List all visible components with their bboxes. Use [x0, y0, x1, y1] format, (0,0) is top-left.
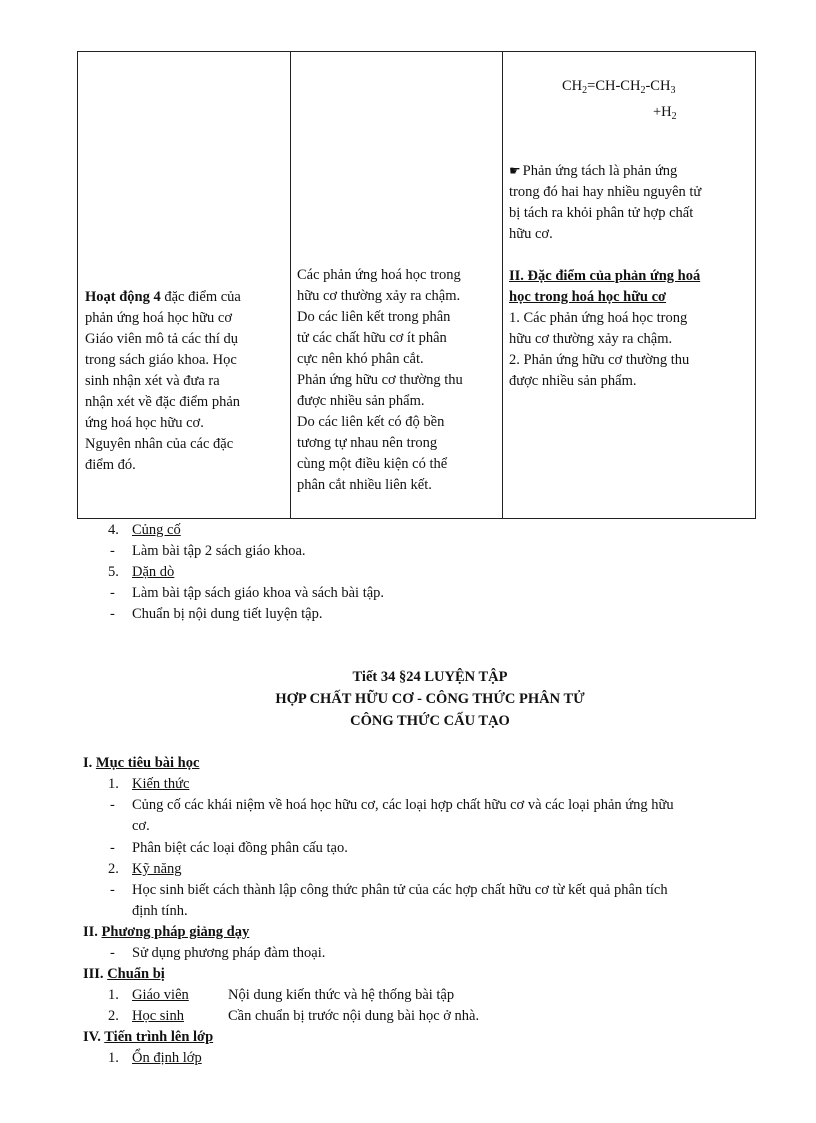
section-iv-heading: IV. Tiến trình lên lớp [83, 1029, 214, 1045]
lesson-title-line3: CÔNG THỨC CẤU TẠO [350, 713, 510, 729]
reaction-product: $+H_2$ [653, 104, 677, 122]
section-iii-heading: III. Chuẩn bị [83, 966, 165, 982]
bullet-dash: - [110, 945, 115, 961]
column-divider [502, 52, 503, 518]
homework-task: Chuẩn bị nội dung tiết luyện tập. [132, 606, 323, 622]
knowledge-label: Kiến thức [132, 776, 190, 792]
method-bullet: Sử dụng phương pháp đàm thoại. [132, 945, 326, 961]
knowledge-bullet: Củng cố các khái niệm về hoá học hữu cơ, các loại hợp chất hữu cơ và các loại phản ứng hữu [132, 797, 674, 813]
lesson-title-line1: Tiết 34 §24 LUYỆN TẬP [352, 669, 508, 685]
bullet-dash: - [110, 543, 115, 559]
teacher-label: Giáo viên [132, 987, 189, 1003]
bullet-dash: - [110, 882, 115, 898]
homework-task: Làm bài tập sách giáo khoa và sách bài tập. [132, 585, 385, 601]
teacher-preparation: Nội dung kiến thức và hệ thống bài tập [228, 987, 455, 1003]
item-number: 5. [108, 564, 119, 580]
skills-bullet: Học sinh biết cách thành lập công thức phân tử của các hợp chất hữu cơ từ kết quả phân tích [132, 882, 668, 898]
item-number: 1. [108, 987, 119, 1003]
bullet-dash: - [110, 606, 115, 622]
item-number: 2. [108, 861, 119, 877]
student-label: Học sinh [132, 1008, 184, 1024]
section-i-heading: I. Mục tiêu bài học [83, 755, 200, 771]
knowledge-bullet-cont: cơ. [132, 818, 150, 834]
section-ii-method-heading: II. Phương pháp giảng dạy [83, 924, 250, 940]
student-preparation: Cần chuẩn bị trước nội dung bài học ở nhà. [228, 1008, 480, 1024]
consolidation-task: Làm bài tập 2 sách giáo khoa. [132, 543, 306, 559]
characteristics-list: 1. Các phản ứng hoá học trong hữu cơ thường xảy ra chậm. 2. Phản ứng hữu cơ thường thu được nhiều sản phẩm. [509, 310, 690, 389]
bullet-dash: - [110, 840, 115, 856]
homework-label: Dặn dò [132, 564, 175, 580]
column-divider [290, 52, 291, 518]
item-number: 4. [108, 522, 119, 538]
knowledge-bullet: Phân biệt các loại đồng phân cấu tạo. [132, 840, 348, 856]
reaction-formula: $CH_2=CH-CH_2-CH_3$ [562, 78, 676, 96]
item-number: 1. [108, 776, 119, 792]
lesson-title-line2: HỢP CHẤT HỮU CƠ - CÔNG THỨC PHÂN TỬ [275, 691, 585, 707]
skills-bullet-cont: định tính. [132, 903, 188, 919]
item-number: 1. [108, 1050, 119, 1066]
class-stabilization-label: Ổn định lớp [132, 1050, 202, 1066]
bullet-dash: - [110, 585, 115, 601]
elimination-note: ☛ Phản ứng tách là phản ứng trong đó hai hay nhiều nguyên tử bị tách ra khỏi phân tử hợp chất hữu cơ. [509, 160, 749, 245]
activity-table [77, 51, 756, 519]
consolidation-label: Củng cố [132, 522, 181, 538]
pointing-hand-icon: ☛ [509, 163, 521, 178]
activity-4-description: Hoạt động 4 đặc điểm của phản ứng hoá học hữu cơ Giáo viên mô tả các thí dụ trong sách giáo khoa. Học sinh nhận xét và đưa ra nhận xét về đặc điểm phản ứng hoá học hữu cơ. Nguyên nhân của các đặc điểm đó. [85, 289, 241, 473]
bullet-dash: - [110, 797, 115, 813]
section-ii-heading: II. Đặc điểm của phản ứng hoá học trong hoá học hữu cơ [509, 268, 701, 305]
student-response: Các phản ứng hoá học trong hữu cơ thường xảy ra chậm. Do các liên kết trong phân tử các chất hữu cơ ít phân cực nên khó phân cắt. Phản ứng hữu cơ thường thu được nhiều sản phẩm. Do các liên kết có độ bền tương tự nhau nên trong cùng một điều kiện có thể phân cắt nhiều liên kết. [297, 267, 463, 493]
skills-label: Kỹ năng [132, 861, 182, 877]
item-number: 2. [108, 1008, 119, 1024]
